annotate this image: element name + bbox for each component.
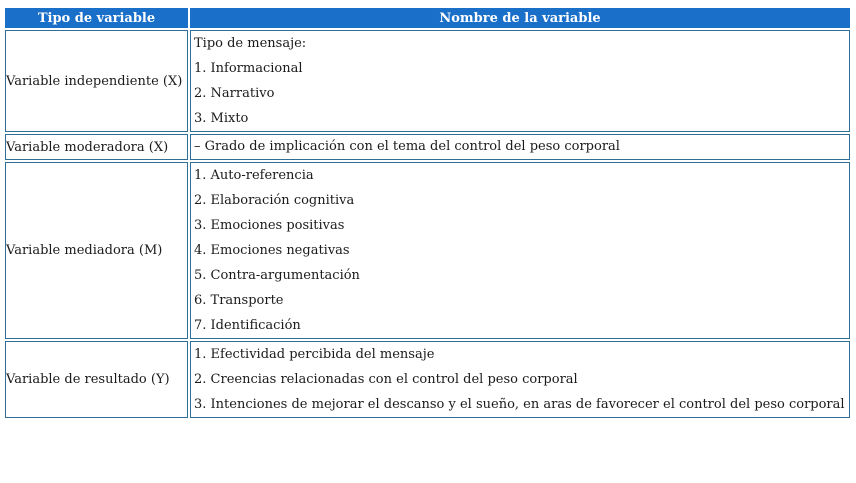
independent-variable-items — [190, 30, 850, 132]
outcome-variable-type: Variable de resultado (Y) — [5, 341, 188, 418]
moderator-variable-type: Variable moderadora (X) — [5, 134, 188, 160]
row-mediator — [5, 162, 850, 339]
independent-variable-type: Variable independiente (X) — [5, 30, 188, 132]
variables-table — [3, 6, 852, 420]
list-item: 4. Emociones negativas — [194, 243, 350, 258]
list-item: 2. Creencias relacionadas con el control del peso corporal — [194, 372, 578, 387]
list-item: Tipo de mensaje: — [194, 36, 307, 51]
list-item: 7. Identificación — [194, 318, 301, 333]
list-item: 1. Informacional — [194, 61, 303, 76]
moderator-variable-items — [190, 134, 850, 160]
row-outcome — [5, 341, 850, 418]
mediator-variable-items — [190, 162, 850, 339]
outcome-variable-items — [190, 341, 850, 418]
list-item: 1. Auto-referencia — [194, 168, 314, 183]
header-row — [5, 8, 850, 28]
list-item: 3. Mixto — [194, 111, 249, 126]
header-variable-type: Tipo de variable — [5, 8, 188, 28]
list-item: 6. Transporte — [194, 293, 284, 308]
list-item: 2. Narrativo — [194, 86, 275, 101]
header-variable-name: Nombre de la variable — [190, 8, 850, 28]
list-item: 3. Emociones positivas — [194, 218, 345, 233]
row-independent — [5, 30, 850, 132]
list-item: 5. Contra-argumentación — [194, 268, 360, 283]
list-item: – Grado de implicación con el tema del control del peso corporal — [194, 139, 620, 154]
list-item: 3. Intenciones de mejorar el descanso y el sueño, en aras de favorecer el control del peso corporal — [194, 397, 845, 412]
row-moderator — [5, 134, 850, 160]
list-item: 1. Efectividad percibida del mensaje — [194, 347, 435, 362]
mediator-variable-type: Variable mediadora (M) — [5, 162, 188, 339]
list-item: 2. Elaboración cognitiva — [194, 193, 355, 208]
